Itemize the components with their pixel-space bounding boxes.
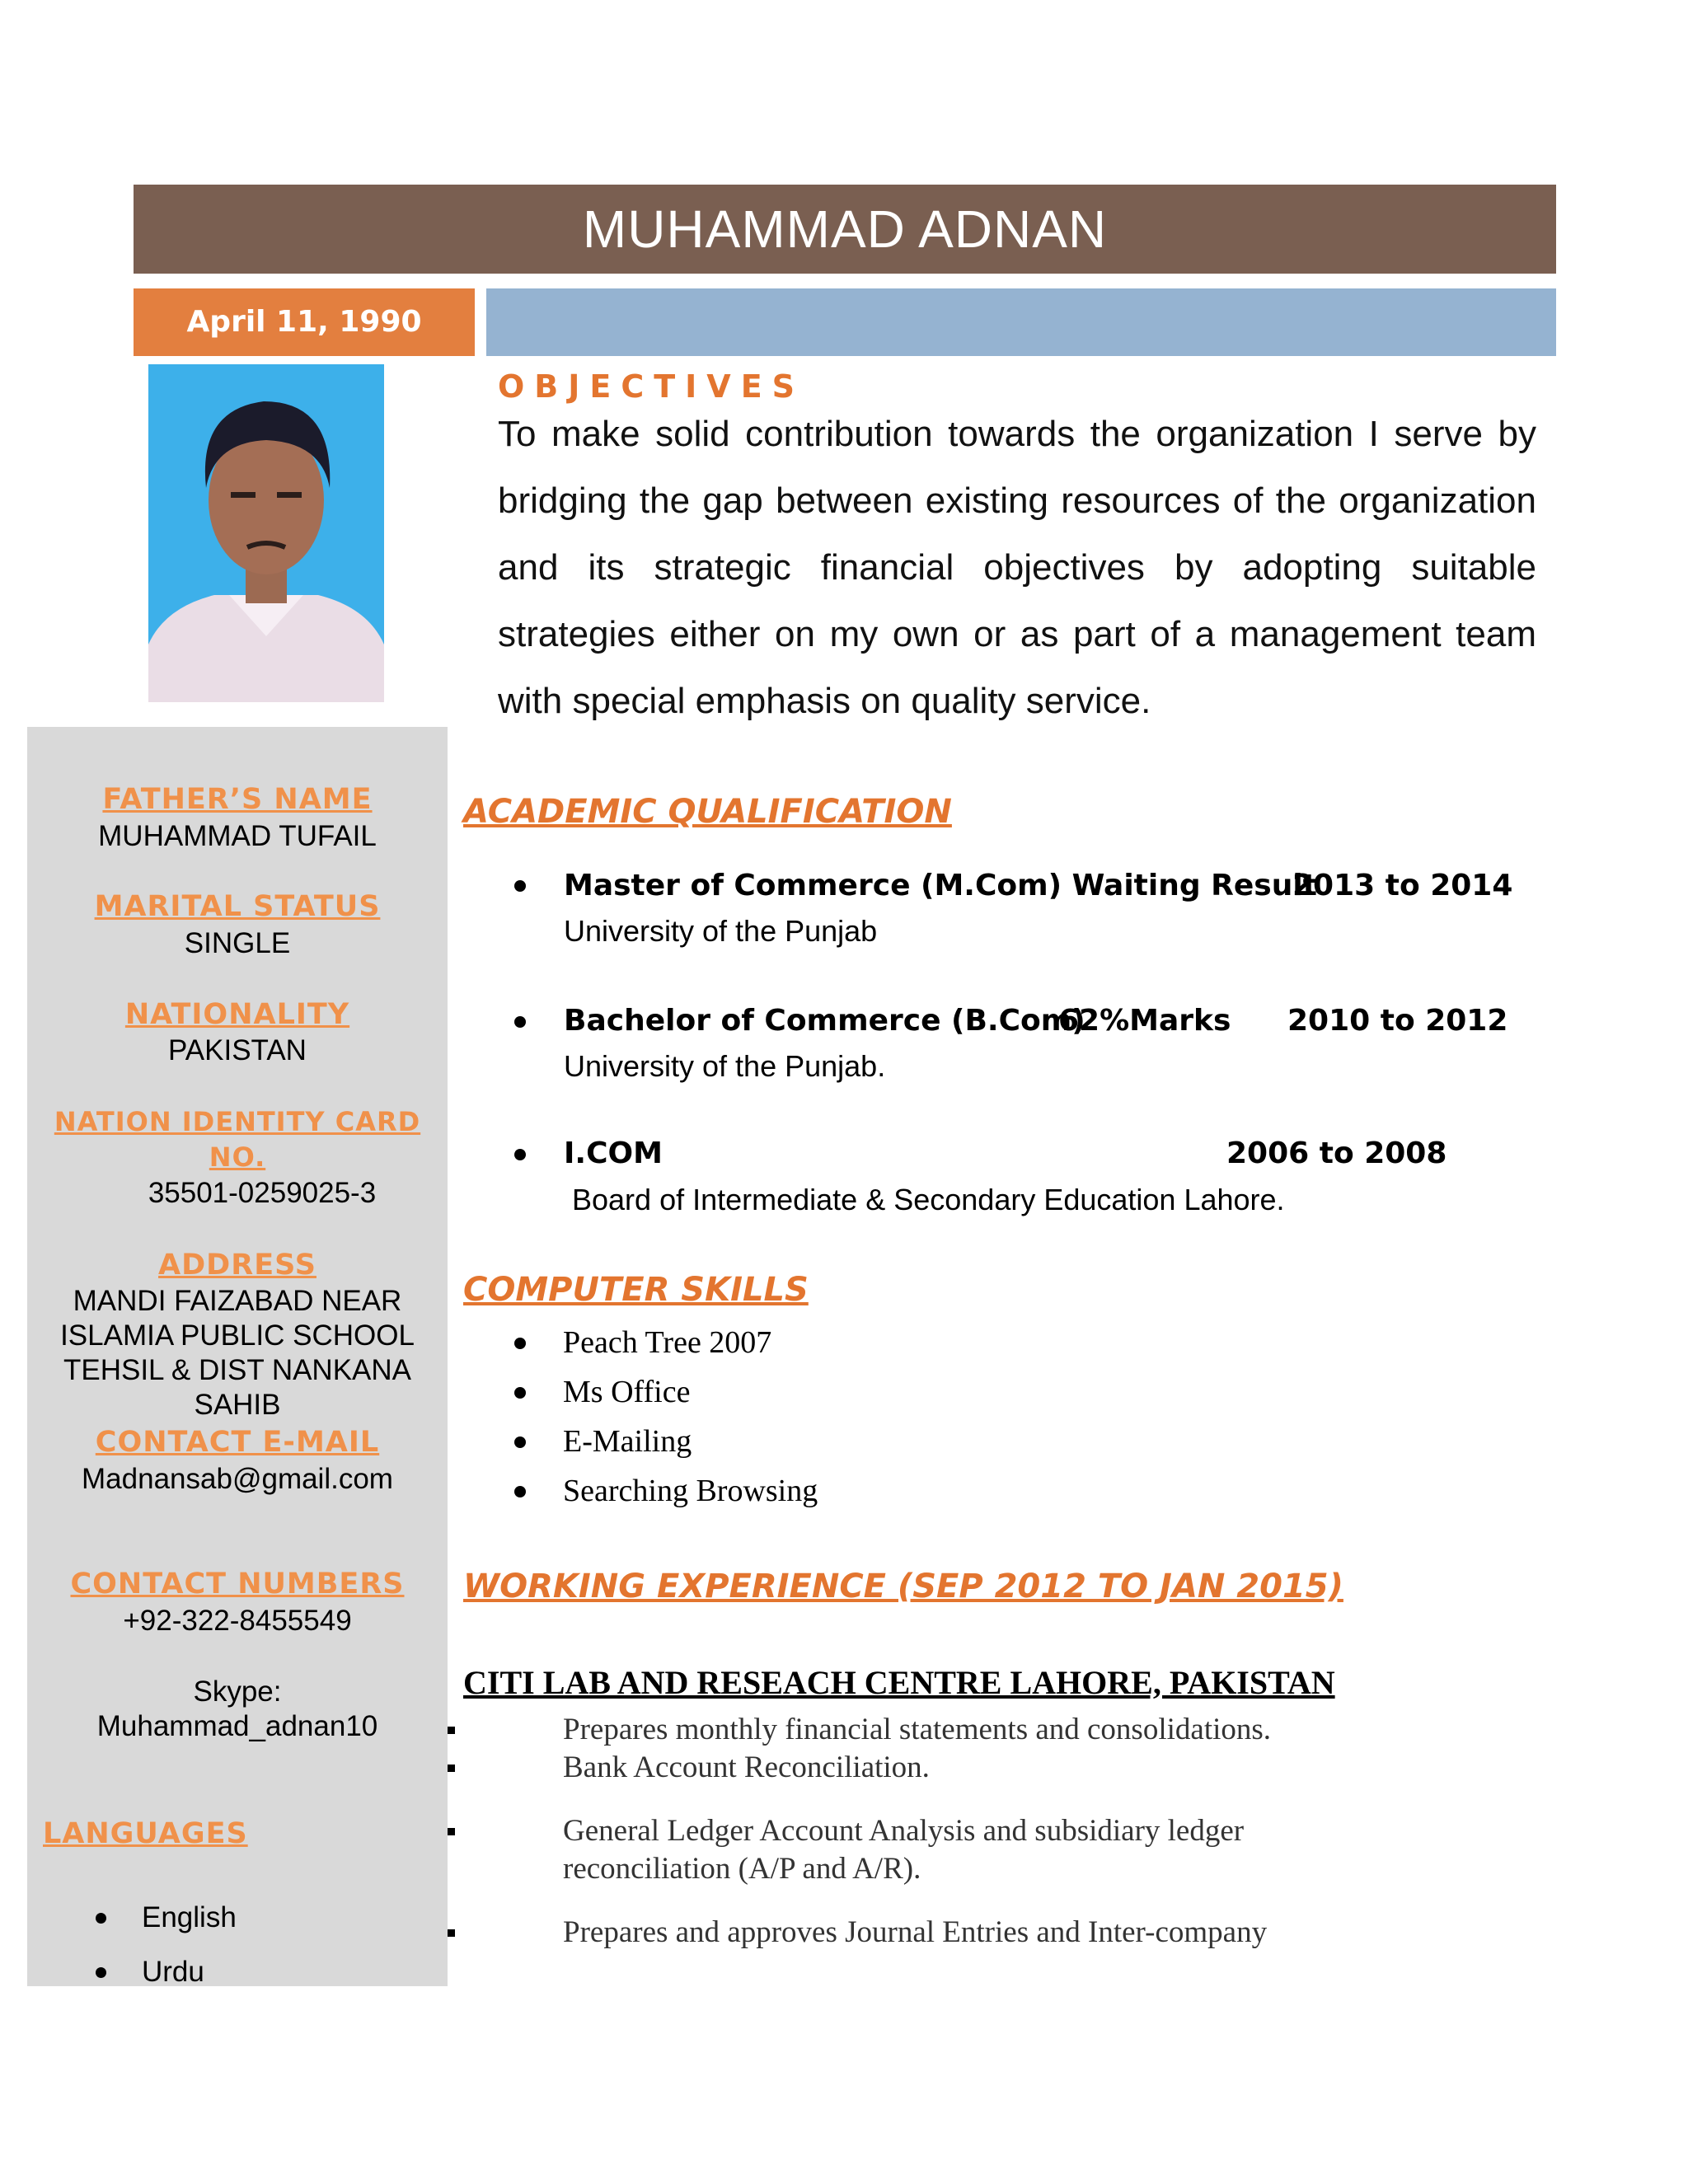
bullet-icon bbox=[514, 1436, 526, 1448]
marital-status-heading: MARITAL STATUS bbox=[94, 890, 381, 923]
email-heading: CONTACT E-MAIL bbox=[95, 1426, 380, 1459]
address-line: ISLAMIA PUBLIC SCHOOL bbox=[60, 1319, 415, 1352]
father-name-heading: FATHER’S NAME bbox=[102, 783, 373, 816]
nationality-value: PAKISTAN bbox=[168, 1034, 307, 1066]
address-heading: ADDRESS bbox=[158, 1249, 316, 1282]
bullet-icon bbox=[514, 1016, 526, 1028]
square-bullet-icon bbox=[448, 1828, 455, 1835]
degree-institution: University of the Punjab. bbox=[564, 1049, 886, 1083]
email-value[interactable]: Madnansab@gmail.com bbox=[82, 1463, 393, 1495]
degree-years: 2006 to 2008 bbox=[1226, 1137, 1447, 1170]
cnic-heading: NATION IDENTITY CARD bbox=[54, 1106, 421, 1137]
phone-value: +92-322-8455549 bbox=[123, 1605, 352, 1637]
father-name-value: MUHAMMAD TUFAIL bbox=[98, 820, 377, 852]
objectives-text: To make solid contribution towards the organization I serve by bridging the gap between existing resources of the organization and its strategic financial objectives by adopting suitable strategies either on my own or as part of a management team with special emphasis on quality service. bbox=[498, 414, 1536, 721]
nationality-heading: NATIONALITY bbox=[124, 998, 350, 1031]
degree-institution: University of the Punjab bbox=[564, 914, 878, 948]
profile-photo-drawing bbox=[148, 364, 384, 702]
dob-banner: April 11, 1990 bbox=[134, 288, 475, 356]
skill-item: E-Mailing bbox=[563, 1424, 692, 1459]
cnic-heading-line-2: NO. bbox=[209, 1141, 266, 1173]
company-name: CITI LAB AND RESEACH CENTRE LAHORE, PAKISTAN bbox=[463, 1664, 1335, 1701]
degree-title: I.COM bbox=[564, 1137, 663, 1170]
name-banner: MUHAMMAD ADNAN bbox=[134, 185, 1556, 274]
duty-item: Bank Account Reconciliation. bbox=[563, 1750, 930, 1784]
degree-years: 2010 to 2012 bbox=[1287, 1004, 1508, 1038]
profile-photo bbox=[148, 364, 384, 702]
languages-heading: LANGUAGES bbox=[43, 1817, 248, 1850]
skill-item: Ms Office bbox=[563, 1375, 691, 1409]
address-line: MANDI FAIZABAD NEAR bbox=[73, 1285, 402, 1317]
cnic-value: 35501-0259025-3 bbox=[148, 1177, 377, 1209]
language-item: Urdu bbox=[89, 1945, 237, 1999]
degree-institution: Board of Intermediate & Secondary Education Lahore. bbox=[572, 1183, 1285, 1216]
square-bullet-icon bbox=[448, 1765, 455, 1772]
duty-item: Prepares monthly financial statements and consolidations. bbox=[563, 1713, 1272, 1746]
address-line: TEHSIL & DIST NANKANA bbox=[63, 1354, 412, 1386]
degree-title: Master of Commerce (M.Com) Waiting Result bbox=[564, 869, 1317, 902]
skype-value: Muhammad_adnan10 bbox=[96, 1710, 378, 1742]
computer-skills-heading: COMPUTER SKILLS bbox=[463, 1271, 809, 1309]
duty-item: Prepares and approves Journal Entries and Inter-company bbox=[563, 1915, 1268, 1949]
skype-label: Skype: bbox=[193, 1675, 282, 1708]
duty-item: General Ledger Account Analysis and subsidiary ledger reconciliation (A/P and A/R). bbox=[563, 1814, 1245, 1886]
languages-list bbox=[89, 1891, 237, 1999]
marital-status-value: SINGLE bbox=[184, 927, 291, 959]
objectives-heading: OBJECTIVES bbox=[498, 368, 805, 405]
square-bullet-icon bbox=[448, 1727, 455, 1734]
skill-item: Searching Browsing bbox=[563, 1474, 818, 1508]
bullet-icon bbox=[514, 880, 526, 892]
square-bullet-icon bbox=[448, 1929, 455, 1937]
bullet-icon bbox=[514, 1387, 526, 1399]
bullet-icon bbox=[514, 1149, 526, 1160]
language-item: English bbox=[89, 1891, 237, 1945]
bullet-icon bbox=[514, 1338, 526, 1349]
degree-marks: 62%Marks bbox=[1058, 1004, 1231, 1038]
experience-heading: WORKING EXPERIENCE (SEP 2012 TO JAN 2015) bbox=[463, 1568, 1343, 1605]
degree-years: 2013 to 2014 bbox=[1292, 869, 1513, 902]
degree-title: Bachelor of Commerce (B.Com) bbox=[564, 1004, 1085, 1038]
contact-numbers-heading: CONTACT NUMBERS bbox=[70, 1568, 405, 1601]
bullet-icon bbox=[514, 1486, 526, 1497]
skill-item: Peach Tree 2007 bbox=[563, 1325, 772, 1360]
academic-heading: ACADEMIC QUALIFICATION bbox=[463, 793, 952, 831]
address-line: SAHIB bbox=[194, 1389, 281, 1421]
decorative-blue-bar bbox=[486, 288, 1556, 356]
